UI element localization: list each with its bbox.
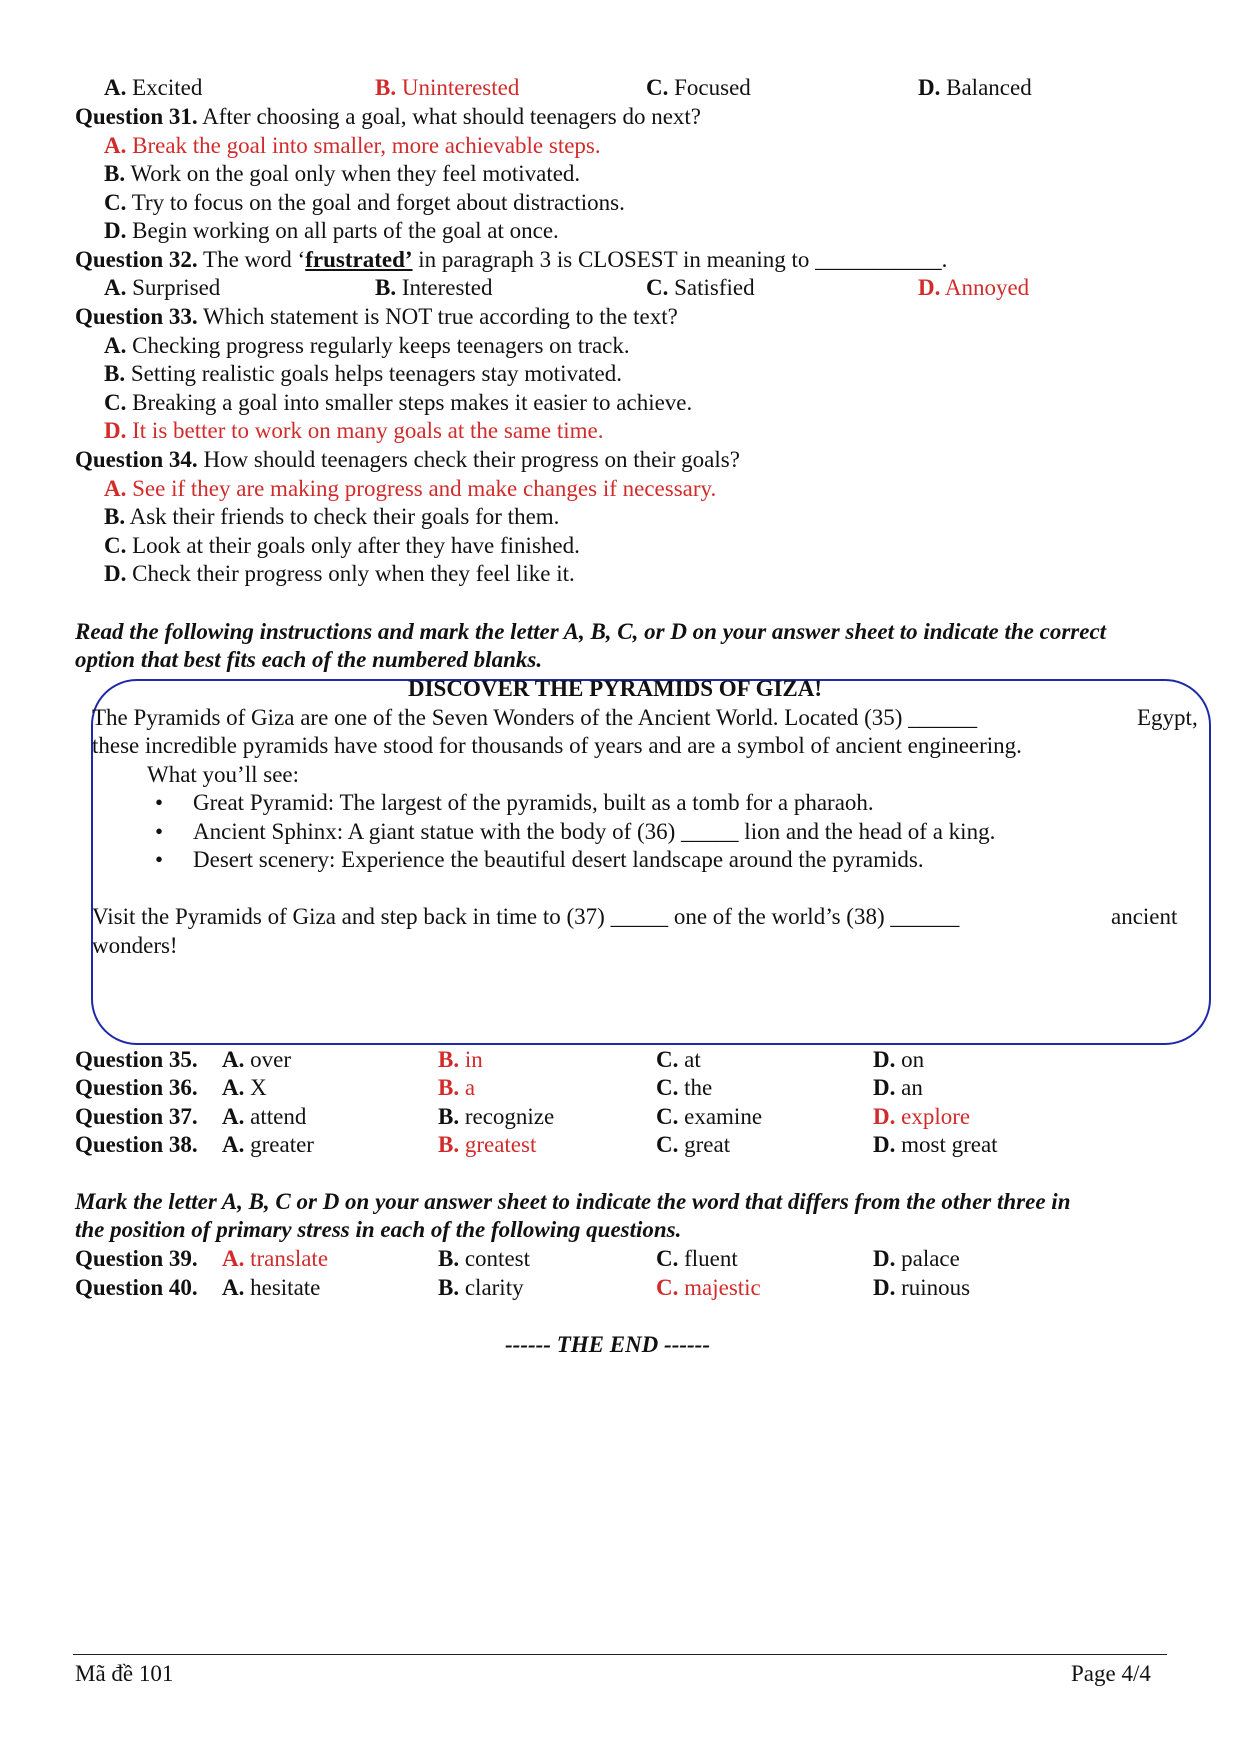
q36-option-a: A. X [222, 1075, 267, 1100]
q36-option-b: B. a [438, 1075, 476, 1100]
q37-option-b: B. recognize [438, 1104, 555, 1129]
instructions-stress-line1: Mark the letter A, B, C or D on your answer sheet to indicate the word that differs from the other three in [75, 1189, 1071, 1214]
q36-label: Question 36. [75, 1075, 198, 1100]
q39-option-c: C. fluent [656, 1246, 738, 1271]
q33-stem: Question 33. Which statement is NOT true according to the text? [75, 304, 678, 329]
q32-keyword: frustrated’ [305, 247, 413, 272]
q38-option-a: A. greater [222, 1132, 314, 1157]
q31-option-d: D. Begin working on all parts of the goal at once. [104, 218, 559, 243]
passage-title: DISCOVER THE PYRAMIDS OF GIZA! [408, 676, 823, 701]
q31-stem: Question 31. After choosing a goal, what should teenagers do next? [75, 104, 701, 129]
q37-option-d: D. explore [873, 1104, 971, 1129]
q34-stem: Question 34. How should teenagers check their progress on their goals? [75, 447, 740, 472]
q39-label: Question 39. [75, 1246, 198, 1271]
passage-bullet-desert: Desert scenery: Experience the beautiful desert landscape around the pyramids. [193, 847, 924, 872]
q39-option-d: D. palace [873, 1246, 960, 1271]
q35-option-b: B. in [438, 1047, 483, 1072]
footer-divider [73, 1654, 1167, 1655]
footer-exam-code: Mã đề 101 [75, 1661, 174, 1686]
passage-p2-line1-end: ancient [1111, 904, 1178, 929]
q39-option-b: B. contest [438, 1246, 530, 1271]
q36-option-c: C. the [656, 1075, 713, 1100]
q38-option-c: C. great [656, 1132, 731, 1157]
instructions-stress-line2: the position of primary stress in each of the following questions. [75, 1217, 682, 1242]
q30-option-c: C. Focused [646, 75, 751, 100]
q31-option-c: C. Try to focus on the goal and forget about distractions. [104, 190, 625, 215]
the-end: ------ THE END ------ [505, 1332, 711, 1357]
q33-option-a: A. Checking progress regularly keeps teenagers on track. [104, 333, 630, 358]
q37-option-a: A. attend [222, 1104, 307, 1129]
q39-option-a: A. translate [222, 1246, 329, 1271]
passage-bullet-sphinx: Ancient Sphinx: A giant statue with the body of (36) _____ lion and the head of a king. [193, 819, 996, 844]
q31-option-a: A. Break the goal into smaller, more achievable steps. [104, 133, 601, 158]
q30-option-a: A. Excited [104, 75, 203, 100]
q37-option-c: C. examine [656, 1104, 763, 1129]
q32-stem: Question 32. The word ‘frustrated’ in paragraph 3 is CLOSEST in meaning to ___________. [75, 247, 948, 272]
bullet-marker: • [155, 819, 164, 844]
q40-option-a: A. hesitate [222, 1275, 321, 1300]
passage-p1-line1: The Pyramids of Giza are one of the Seven Wonders of the Ancient World. Located (35) ______ [92, 705, 978, 730]
q40-label: Question 40. [75, 1275, 198, 1300]
q34-option-c: C. Look at their goals only after they have finished. [104, 533, 580, 558]
instructions-cloze-line1: Read the following instructions and mark the letter A, B, C, or D on your answer sheet to indicate the correct [75, 619, 1107, 644]
q32-option-b: B. Interested [375, 275, 493, 300]
q37-label: Question 37. [75, 1104, 198, 1129]
q32-option-c: C. Satisfied [646, 275, 755, 300]
q33-option-c: C. Breaking a goal into smaller steps makes it easier to achieve. [104, 390, 693, 415]
q34-option-d: D. Check their progress only when they feel like it. [104, 561, 575, 586]
q35-label: Question 35. [75, 1047, 198, 1072]
q35-option-c: C. at [656, 1047, 701, 1072]
q38-option-d: D. most great [873, 1132, 998, 1157]
q30-option-d: D. Balanced [918, 75, 1032, 100]
q31-option-b: B. Work on the goal only when they feel motivated. [104, 161, 581, 186]
passage-p2-line2: wonders! [92, 933, 178, 958]
passage-p2-line1: Visit the Pyramids of Giza and step back in time to (37) _____ one of the world’s (38) ______ [92, 904, 960, 929]
instructions-cloze-line2: option that best fits each of the numbered blanks. [75, 647, 543, 672]
q35-option-d: D. on [873, 1047, 925, 1072]
q32-option-d: D. Annoyed [918, 275, 1030, 300]
q38-label: Question 38. [75, 1132, 198, 1157]
passage-p1-line2: these incredible pyramids have stood for thousands of years and are a symbol of ancient engineering. [92, 733, 1022, 758]
passage-bullet-great-pyramid: Great Pyramid: The largest of the pyramids, built as a tomb for a pharaoh. [193, 790, 874, 815]
bullet-marker: • [155, 847, 164, 872]
bullet-marker: • [155, 790, 164, 815]
q35-option-a: A. over [222, 1047, 291, 1072]
q40-option-c: C. majestic [656, 1275, 761, 1300]
footer-page-number: Page 4/4 [1071, 1661, 1151, 1686]
q33-option-b: B. Setting realistic goals helps teenagers stay motivated. [104, 361, 623, 386]
q32-option-a: A. Surprised [104, 275, 221, 300]
q36-option-d: D. an [873, 1075, 923, 1100]
q38-option-b: B. greatest [438, 1132, 537, 1157]
q34-option-a: A. See if they are making progress and make changes if necessary. [104, 476, 717, 501]
q40-option-b: B. clarity [438, 1275, 524, 1300]
passage-p1-line1-end: Egypt, [1137, 705, 1198, 730]
q40-option-d: D. ruinous [873, 1275, 971, 1300]
q33-option-d: D. It is better to work on many goals at the same time. [104, 418, 604, 443]
q30-option-b: B. Uninterested [375, 75, 520, 100]
q34-option-b: B. Ask their friends to check their goals for them. [104, 504, 560, 529]
passage-see-heading: What you’ll see: [147, 762, 300, 787]
